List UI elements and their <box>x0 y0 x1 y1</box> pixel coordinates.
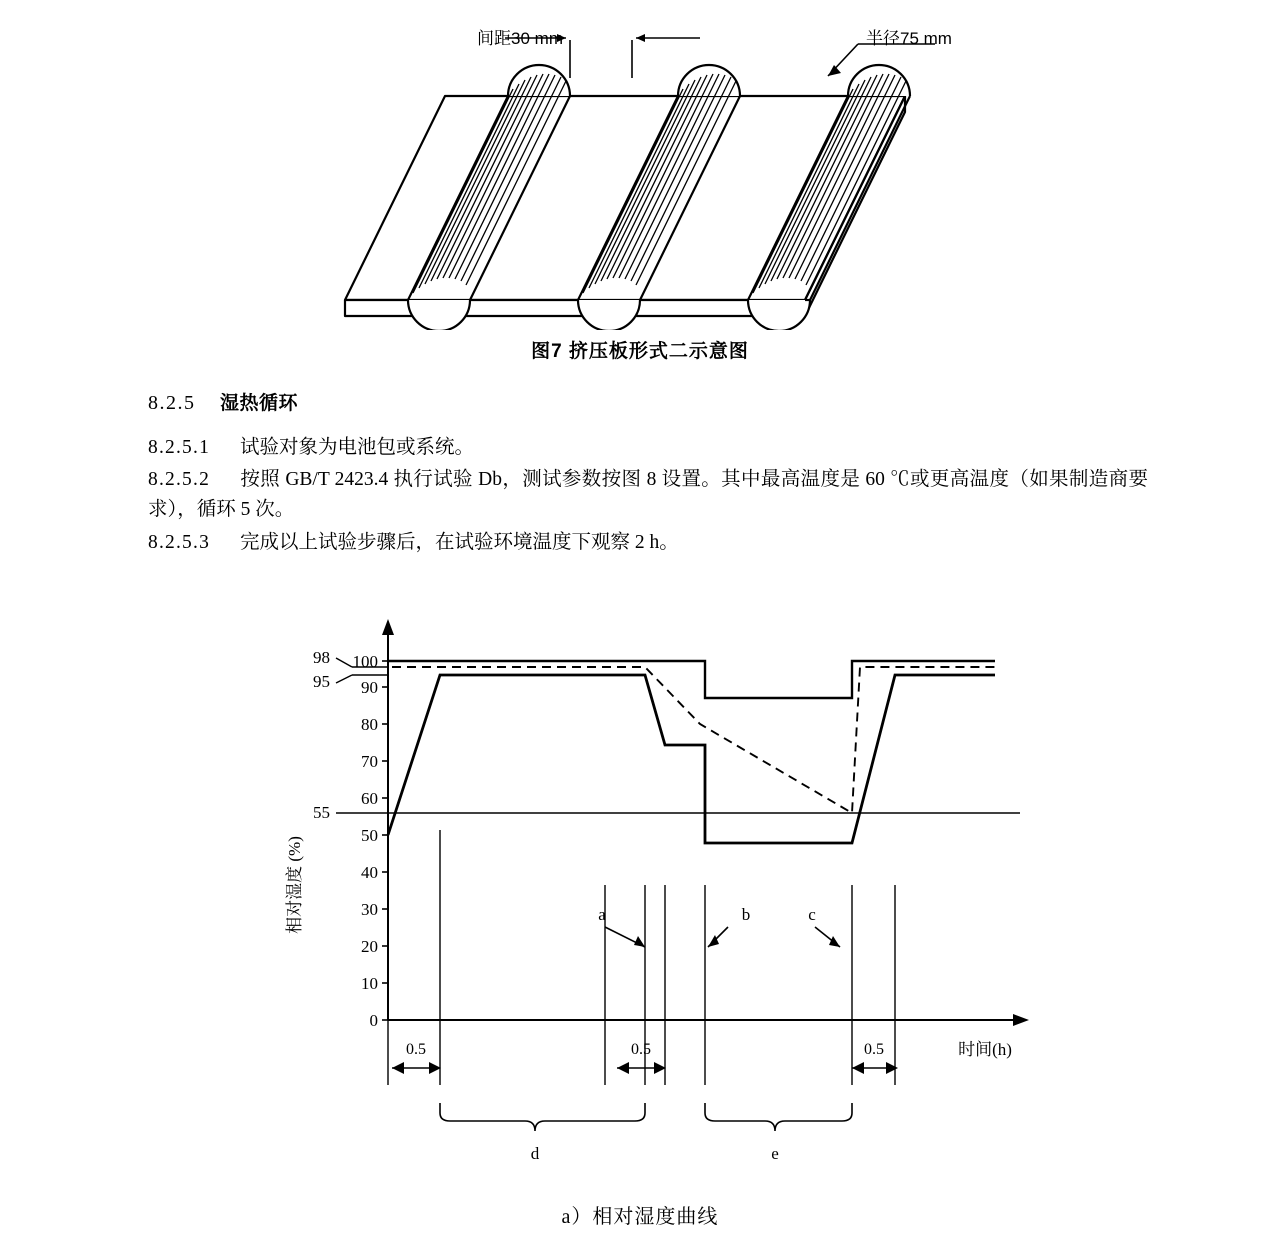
segment-label-2: 0.5 <box>631 1041 651 1058</box>
clause-heading-number: 8.2.5 <box>148 392 196 414</box>
y-tick-40: 40 <box>361 863 378 882</box>
clause-item-text: 完成以上试验步骤后，在试验环境温度下观察 2 h。 <box>240 531 679 553</box>
y-tick-60: 60 <box>361 789 378 808</box>
clause-item-text: 试验对象为电池包或系统。 <box>240 437 475 458</box>
y-tick-90: 90 <box>361 678 378 697</box>
y-tick-70: 70 <box>361 752 378 771</box>
figure-7-caption: 图7 挤压板形式二示意图 <box>531 341 749 362</box>
callout-a: a <box>598 905 606 924</box>
spacing-annotation-label: 间距30 mm <box>477 29 563 48</box>
clause-heading-title: 湿热循环 <box>220 393 299 414</box>
clause-item <box>148 528 1148 558</box>
x-axis-title: 时间(h) <box>958 1040 1012 1059</box>
y-tick-10: 10 <box>361 974 378 993</box>
radius-annotation-label: 半径75 mm <box>866 29 952 48</box>
y-axis-title: 相对湿度 (%) <box>285 836 304 934</box>
humidity-chart-svg <box>0 585 1280 1185</box>
clause-item-number: 8.2.5.1 <box>148 437 211 458</box>
y-tick-50: 50 <box>361 826 378 845</box>
clause-item-text: 按照 GB/T 2423.4 执行试验 Db，测试参数按图 8 设置。其中最高温度是 60 ℃或更高温度（如果制造商要求），循环 5 次。 <box>148 469 1148 521</box>
y-label-95: 95 <box>313 672 330 691</box>
y-tick-30: 30 <box>361 900 378 919</box>
segment-label-1: 0.5 <box>406 1041 426 1058</box>
callout-c: c <box>808 905 816 924</box>
clause-item-number: 8.2.5.2 <box>148 469 211 491</box>
clause-item <box>148 465 1148 525</box>
clause-item <box>148 433 1148 463</box>
y-tick-20: 20 <box>361 937 378 956</box>
figure-7-svg <box>0 0 1280 330</box>
y-label-98: 98 <box>313 648 330 667</box>
brace-label-d: d <box>530 1144 540 1163</box>
y-tick-100: 100 <box>352 652 378 671</box>
callout-b: b <box>741 905 751 924</box>
y-tick-0: 0 <box>369 1011 378 1030</box>
clause-heading <box>148 388 1148 419</box>
figure-7-illustration <box>0 0 1280 330</box>
clause-section <box>148 388 1148 560</box>
y-label-55: 55 <box>313 803 330 822</box>
chart-caption: a）相对湿度曲线 <box>561 1206 719 1228</box>
y-tick-80: 80 <box>361 715 378 734</box>
humidity-curve-chart <box>0 585 1280 1185</box>
segment-label-3: 0.5 <box>864 1041 884 1058</box>
brace-label-e: e <box>771 1144 779 1163</box>
clause-item-number: 8.2.5.3 <box>148 531 211 553</box>
